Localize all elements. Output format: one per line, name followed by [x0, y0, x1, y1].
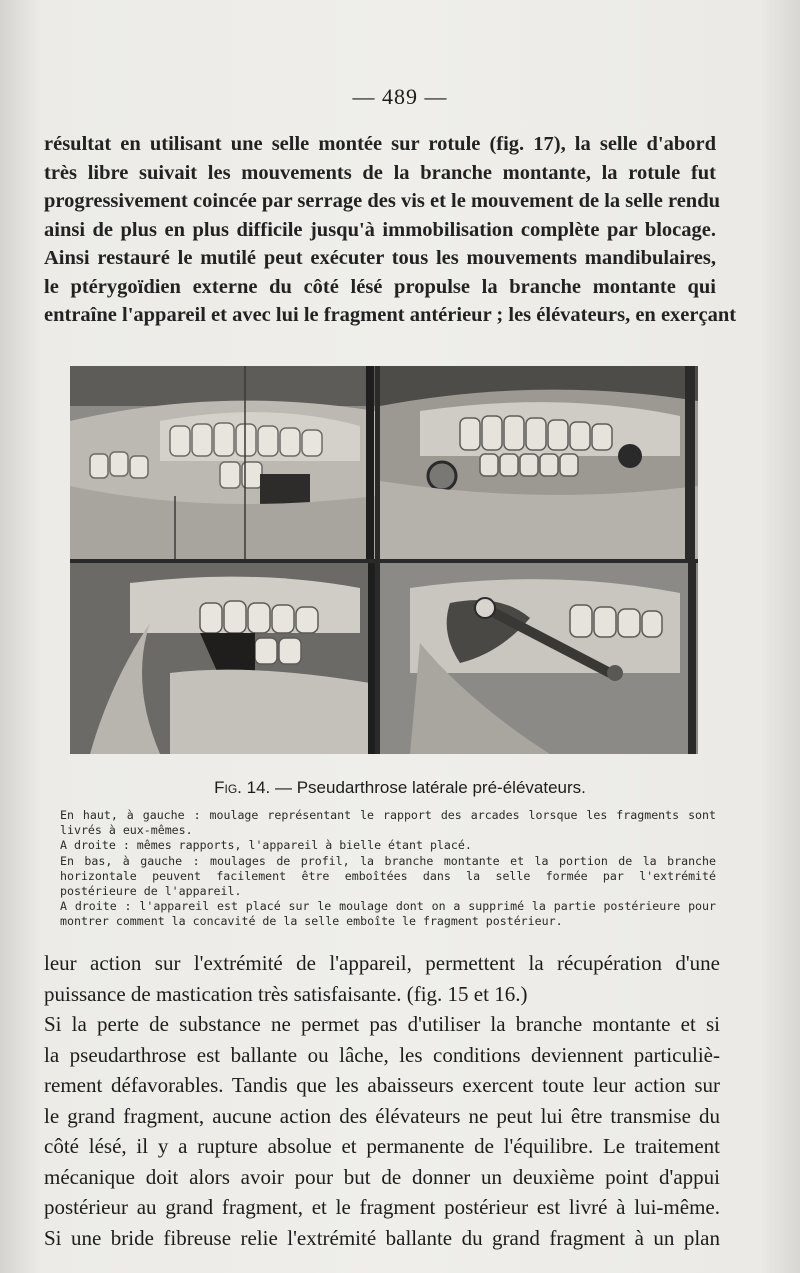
text-line: postérieur au grand fragment, et le fragment postérieur est livré à lui-même.: [44, 1195, 720, 1219]
photo-casts-fragments-free: [70, 366, 375, 559]
figure-title: — Pseudarthrose latérale pré-élévateurs.: [274, 778, 586, 797]
legend-item: En haut, à gauche : moulage représentant le rapport des arcades lorsque les fragments sont livrés à eux-mêmes.: [60, 808, 716, 838]
text-line: puissance de mastication très satisfaisante. (fig. 15 et 16.): [44, 981, 528, 1006]
text-line: Si la perte de substance ne permet pas d'utiliser la branche montante et si: [44, 1012, 720, 1036]
text-line: leur action sur l'extrémité de l'appareil, permettent la récupération d'une: [44, 951, 720, 975]
text-line: très libre suivait les mouvements de la branche montante, la rotule fut: [44, 161, 716, 184]
text-line: progressivement coincée par serrage des vis et le mouvement de la selle rendu: [44, 190, 720, 212]
text-line: le ptérygoïdien externe du côté lésé propulse la branche montante qui: [44, 275, 716, 298]
text-line: résultat en utilisant une selle montée sur rotule (fig. 17), la selle d'abord: [44, 133, 716, 155]
text-line: Ainsi restauré le mutilé peut exécuter tous les mouvements mandibulaires,: [44, 247, 716, 269]
text-line: mécanique doit alors avoir pour but de donner un deuxième point d'appui: [44, 1164, 720, 1189]
text-line: le grand fragment, aucune action des élévateurs ne peut lui être transmise du: [44, 1103, 720, 1128]
text-line: côté lésé, il y a rupture absolue et permanente de l'équilibre. Le traitement: [44, 1134, 720, 1158]
text-line: ainsi de plus en plus difficile jusqu'à immobilisation complète par blocage.: [44, 218, 716, 241]
photo-profile-moulds: [70, 563, 375, 754]
legend-item: A droite : l'appareil est placé sur le moulage dont on a supprimé la partie postérieure pour montrer comment la concavité de la selle emboîte le fragment postérieur.: [60, 899, 716, 929]
text-line: la pseudarthrose est ballante ou lâche, les conditions deviennent particuliè-: [44, 1042, 720, 1067]
page-number: — 489 —: [352, 84, 448, 109]
legend-item: En bas, à gauche : moulages de profil, la branche montante et la portion de la branche horizontale peuvent facilement être emboîtées dans la selle formée par l'extrémité postérieure de l'appareil.: [60, 853, 716, 899]
figure-caption: [0, 778, 800, 798]
photo-casts-with-appliance: [380, 366, 698, 559]
bottom-paragraph: [44, 948, 720, 1253]
legend-item: A droite : mêmes rapports, l'appareil à bielle étant placé.: [60, 838, 472, 853]
figure-label: Fig. 14.: [214, 778, 271, 797]
text-line: rement défavorables. Tandis que les abaisseurs exercent toute leur action sur: [44, 1073, 720, 1097]
figure-legend: [46, 808, 716, 930]
figure-14-photographs: [70, 366, 698, 754]
text-line: entraîne l'appareil et avec lui le fragment antérieur ; les élévateurs, en exerçant: [44, 304, 737, 326]
text-line: Si une bride fibreuse relie l'extrémité ballante du grand fragment à un plan: [44, 1225, 720, 1250]
photo-appliance-on-mould: [380, 563, 698, 754]
top-paragraph: [44, 130, 737, 330]
